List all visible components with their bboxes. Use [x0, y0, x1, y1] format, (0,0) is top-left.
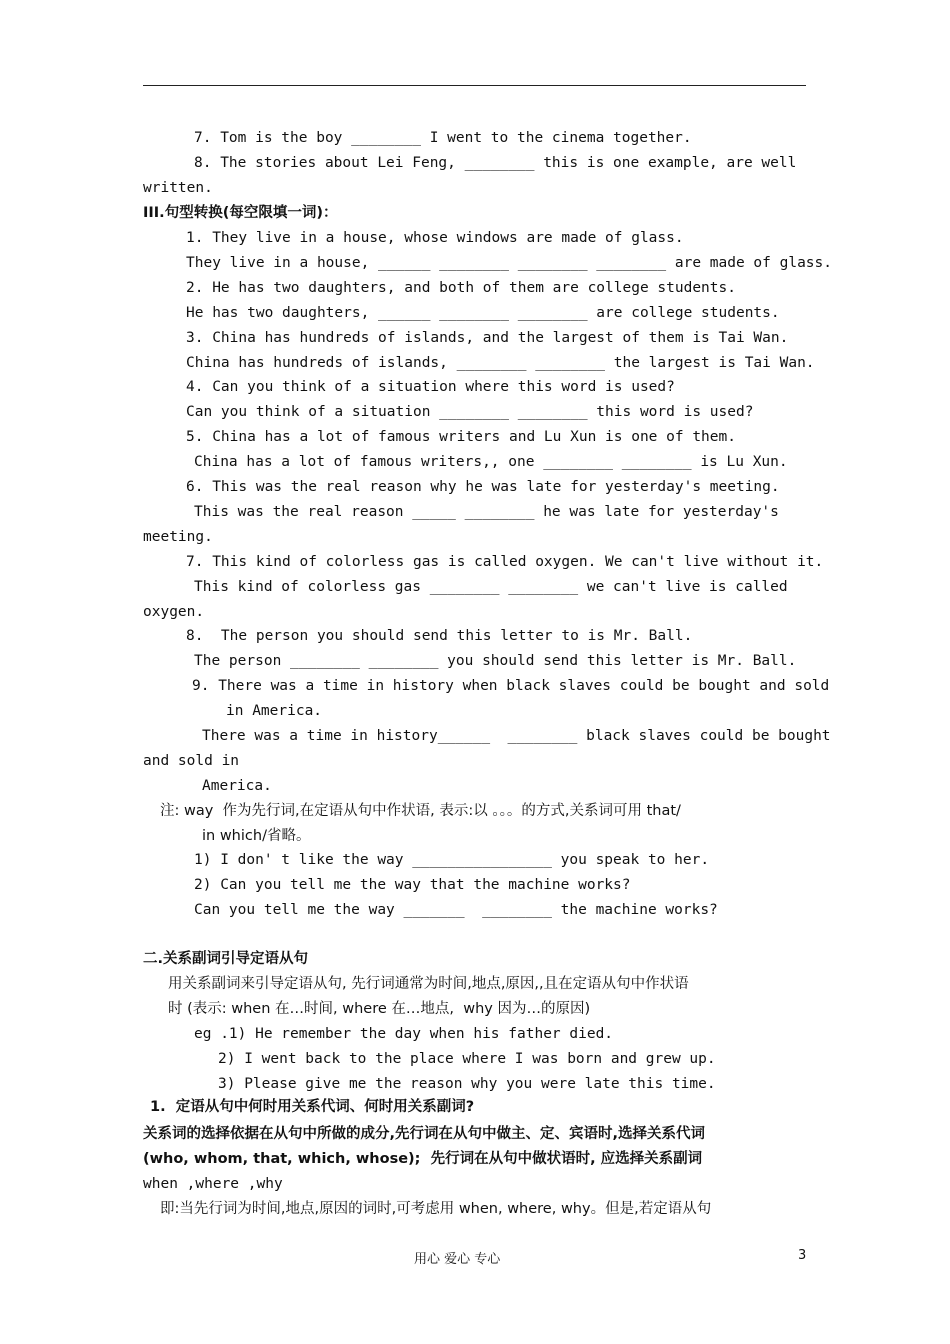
text-line: written. — [143, 180, 213, 196]
text-line: This was the real reason _____ ________ he was late for yesterday's — [194, 504, 779, 520]
text-line: when ,where ,why — [143, 1176, 283, 1192]
text-line: III.句型转换(每空限填一词)： — [143, 205, 338, 221]
text-line: 即:当先行词为时间,地点,原因的词时,可考虑用 when, where, why。但是,若定语从句 — [160, 1201, 712, 1217]
text-line: He has two daughters, ______ ________ ________ are college students. — [186, 305, 780, 321]
text-line: 2) I went back to the place where I was born and grew up. — [218, 1051, 716, 1067]
text-line: (who, whom, that, which, whose); 先行词在从句中做状语时, 应选择关系副词 — [143, 1151, 703, 1167]
text-line: 1. They live in a house, whose windows are made of glass. — [186, 230, 684, 246]
text-line: This kind of colorless gas ________ ________ we can't live is called — [194, 579, 788, 595]
text-line: 8. The person you should send this letter to is Mr. Ball. — [186, 628, 693, 644]
text-line: 二.关系副词引导定语从句 — [143, 951, 309, 967]
text-line: 时 (表示: when 在…时间, where 在…地点, why 因为…的原因) — [168, 1001, 591, 1017]
text-line: in which/省略。 — [202, 828, 311, 844]
text-line: eg .1) He remember the day when his father died. — [194, 1026, 614, 1042]
header-rule — [143, 85, 806, 86]
text-line: 7. This kind of colorless gas is called oxygen. We can't live without it. — [186, 554, 824, 570]
text-line: They live in a house, ______ ________ ________ ________ are made of glass. — [186, 255, 833, 271]
text-line: America. — [202, 778, 272, 794]
text-line: 2) Can you tell me the way that the machine works? — [194, 877, 631, 893]
text-line: 1) I don' t like the way ________________ you speak to her. — [194, 852, 710, 868]
text-line: 关系词的选择依据在从句中所做的成分,先行词在从句中做主、定、宾语时,选择关系代词 — [143, 1126, 706, 1142]
text-line: China has hundreds of islands, ________ ________ the largest is Tai Wan. — [186, 355, 815, 371]
text-line: 用关系副词来引导定语从句, 先行词通常为时间,地点,原因,,且在定语从句中作状语 — [168, 976, 689, 992]
text-line: 8. The stories about Lei Feng, ________ this is one example, are well — [194, 155, 797, 171]
text-line: oxygen. — [143, 604, 205, 620]
text-line: The person ________ ________ you should send this letter is Mr. Ball. — [194, 653, 797, 669]
text-line: Can you think of a situation ________ ________ this word is used? — [186, 404, 754, 420]
text-line: China has a lot of famous writers,, one ________ ________ is Lu Xun. — [194, 454, 788, 470]
text-line: 1. 定语从句中何时用关系代词、何时用关系副词? — [150, 1099, 475, 1115]
page-number: 3 — [798, 1248, 807, 1263]
text-line: and sold in — [143, 753, 240, 769]
text-line: 4. Can you think of a situation where this word is used? — [186, 379, 675, 395]
text-line: 6. This was the real reason why he was late for yesterday's meeting. — [186, 479, 780, 495]
text-line: 注: way 作为先行词,在定语从句中作状语, 表示:以 。。。的方式,关系词可用 that/ — [160, 803, 681, 819]
text-line: 3. China has hundreds of islands, and the largest of them is Tai Wan. — [186, 330, 789, 346]
text-line: Can you tell me the way _______ ________ the machine works? — [194, 902, 718, 918]
text-line: meeting. — [143, 529, 213, 545]
text-line: 2. He has two daughters, and both of them are college students. — [186, 280, 736, 296]
text-line: in America. — [226, 703, 323, 719]
footer-text: 用心 爱心 专心 — [414, 1252, 501, 1267]
text-line: There was a time in history______ ________ black slaves could be bought — [202, 728, 831, 744]
text-line: 3) Please give me the reason why you were late this time. — [218, 1076, 716, 1092]
text-line: 9. There was a time in history when black slaves could be bought and sold — [192, 678, 830, 694]
text-line: 7. Tom is the boy ________ I went to the cinema together. — [194, 130, 692, 146]
text-line: 5. China has a lot of famous writers and Lu Xun is one of them. — [186, 429, 736, 445]
